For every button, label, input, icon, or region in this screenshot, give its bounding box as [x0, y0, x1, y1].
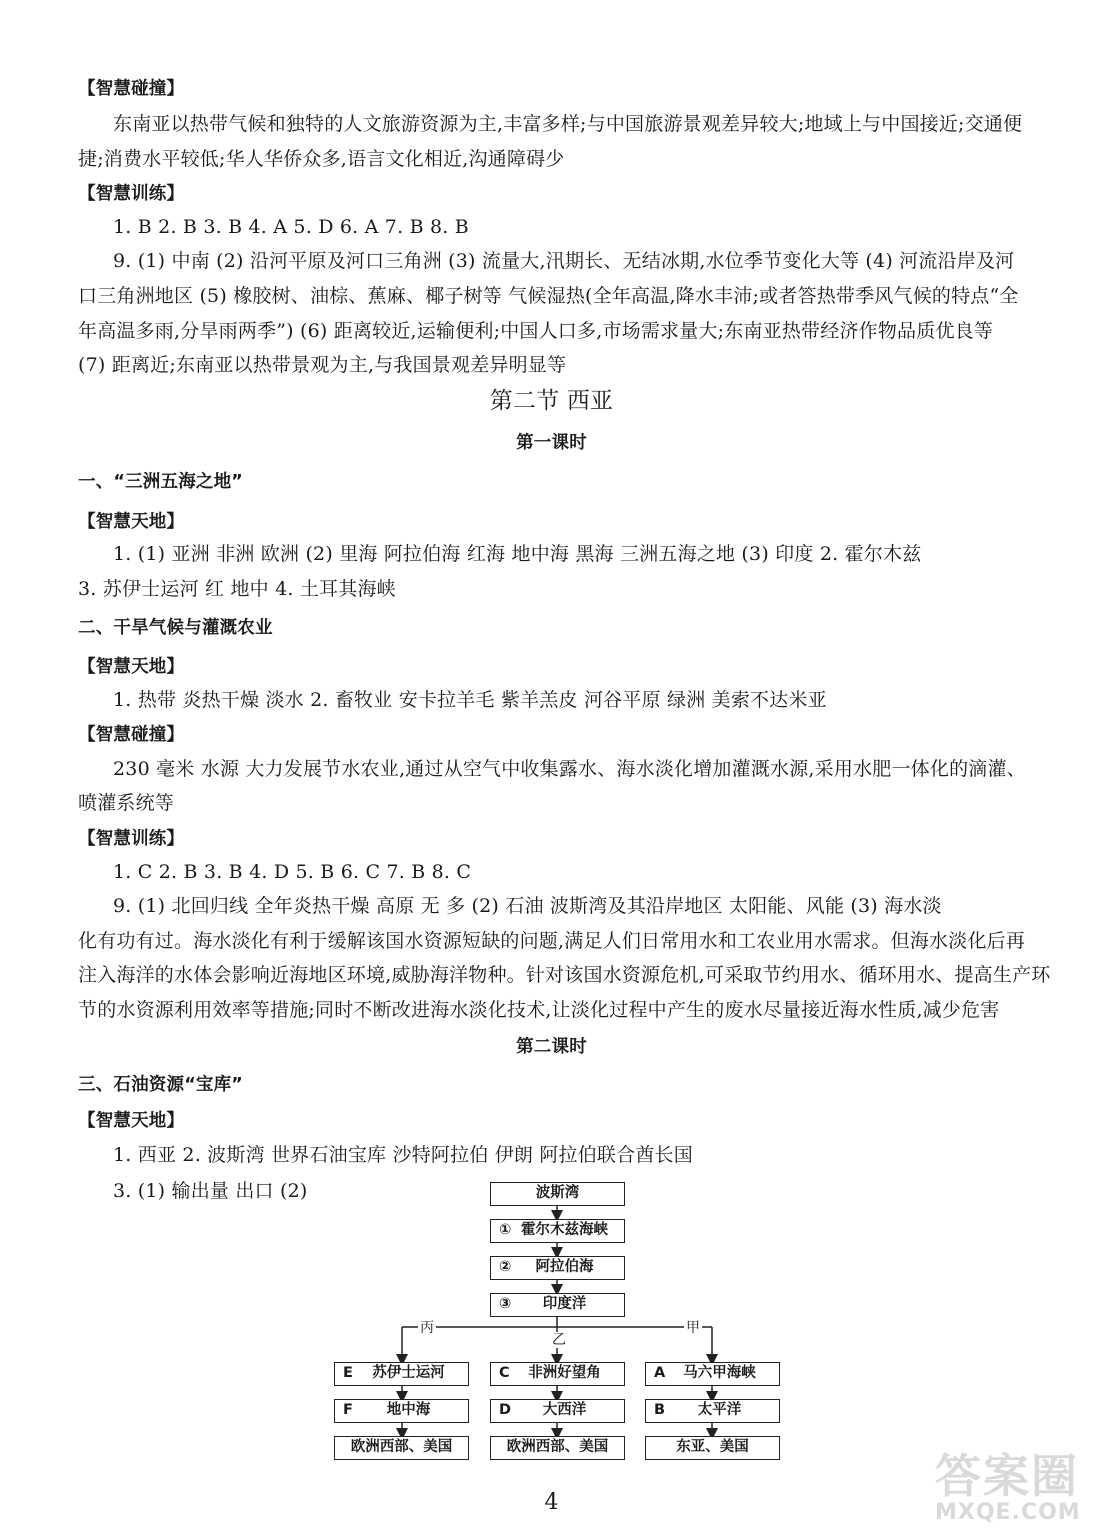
- answer-line: (7) 距离近;东南亚以热带景观为主,与我国景观差异明显等: [78, 354, 567, 376]
- section-heading: 【智慧碰撞】: [78, 79, 185, 99]
- section-heading: 【智慧天地】: [78, 657, 185, 677]
- flow-box-route: A 马六甲海峡: [645, 1362, 780, 1386]
- flow-box-destination: 欧洲西部、美国: [490, 1436, 625, 1460]
- answer-line: 年高温多雨,分旱雨两季”) (6) 距离较近,运输便利;中国人口多,市场需求量大;东南亚热带经济作物品质优良等: [78, 320, 994, 342]
- flow-box-route: C 非洲好望角: [490, 1362, 625, 1386]
- flow-box-top: 波斯湾: [490, 1182, 625, 1206]
- branch-label: 甲: [686, 1320, 700, 1336]
- answer-line: 节的水资源利用效率等措施;同时不断改进海水淡化技术,让淡化过程中产生的废水尽量接近海水性质,减少危害: [78, 999, 1000, 1021]
- answer-line: 1. B 2. B 3. B 4. A 5. D 6. A 7. B 8. B: [113, 216, 469, 238]
- answer-line: 9. (1) 中南 (2) 沿河平原及河口三角洲 (3) 流量大,汛期长、无结冰期,水位季节变化大等 (4) 河流沿岸及河: [113, 250, 1015, 272]
- paragraph-line: 捷;消费水平较低;华人华侨众多,语言文化相近,沟通障碍少: [78, 148, 565, 170]
- answer-line: 9. (1) 北回归线 全年炎热干燥 高原 无 多 (2) 石油 波斯湾及其沿岸地区 太阳能、风能 (3) 海水淡: [113, 895, 942, 917]
- section-heading: 【智慧天地】: [78, 512, 185, 532]
- answer-line: 230 毫米 水源 大力发展节水农业,通过从空气中收集露水、海水淡化增加灌溉水源,采用水肥一体化的滴灌、: [113, 758, 1026, 780]
- flow-box-destination: 东亚、美国: [645, 1436, 780, 1460]
- section-heading: 【智慧天地】: [78, 1111, 185, 1131]
- answer-line: 1. C 2. B 3. B 4. D 5. B 6. C 7. B 8. C: [113, 861, 472, 883]
- topic-heading: 三、石油资源“宝库”: [78, 1075, 244, 1095]
- answer-line: 1. (1) 亚洲 非洲 欧洲 (2) 里海 阿拉伯海 红海 地中海 黑海 三洲五海之地 (3) 印度 2. 霍尔木兹: [113, 543, 922, 565]
- flow-box-route: F 地中海: [334, 1399, 469, 1423]
- answer-line: 3. 苏伊士运河 红 地中 4. 土耳其海峡: [78, 578, 396, 600]
- branch-label: 乙: [552, 1332, 566, 1348]
- flow-box-top: ③ 印度洋: [490, 1293, 625, 1317]
- topic-heading: 二、干旱气候与灌溉农业: [78, 618, 273, 638]
- flow-box-route: D 大西洋: [490, 1399, 625, 1423]
- page-number: 4: [544, 1490, 559, 1515]
- answer-line: 3. (1) 输出量 出口 (2): [113, 1180, 308, 1202]
- flow-box-top: ② 阿拉伯海: [490, 1256, 625, 1280]
- answer-line: 喷灌系统等: [78, 792, 175, 814]
- section-heading: 【智慧训练】: [78, 829, 185, 849]
- flow-box-top: ① 霍尔木兹海峡: [490, 1219, 625, 1243]
- lesson-title: 第二课时: [516, 1037, 587, 1057]
- paragraph-line: 东南亚以热带气候和独特的人文旅游资源为主,丰富多样;与中国旅游景观差异较大;地域上与中国接近;交通便: [113, 113, 1023, 135]
- topic-heading: 一、“三洲五海之地”: [78, 472, 244, 492]
- section-title: 第二节 西亚: [489, 388, 614, 414]
- flow-box-route: B 太平洋: [645, 1399, 780, 1423]
- branch-label: 丙: [420, 1320, 434, 1336]
- answer-line: 口三角洲地区 (5) 橡胶树、油棕、蕉麻、椰子树等 气候湿热(全年高温,降水丰沛;或者答热带季风气候的特点“全: [78, 285, 1019, 307]
- answer-line: 1. 西亚 2. 波斯湾 世界石油宝库 沙特阿拉伯 伊朗 阿拉伯联合酋长国: [113, 1144, 693, 1166]
- answer-line: 化有功有过。海水淡化有利于缓解该国水资源短缺的问题,满足人们日常用水和工农业用水需求。但海水淡化后再: [78, 930, 1026, 952]
- watermark-logo: 答案圈 MXQE.COM: [935, 1449, 1081, 1525]
- section-heading: 【智慧碰撞】: [78, 725, 185, 745]
- lesson-title: 第一课时: [516, 433, 587, 453]
- answer-line: 1. 热带 炎热干燥 淡水 2. 畜牧业 安卡拉羊毛 紫羊羔皮 河谷平原 绿洲 美索不达米亚: [113, 689, 827, 711]
- section-heading: 【智慧训练】: [78, 184, 185, 204]
- answer-line: 注入海洋的水体会影响近海地区环境,威胁海洋物种。针对该国水资源危机,可采取节约用水、循环用水、提高生产环: [78, 964, 1051, 986]
- flow-box-route: E 苏伊士运河: [334, 1362, 469, 1386]
- flow-box-destination: 欧洲西部、美国: [334, 1436, 469, 1460]
